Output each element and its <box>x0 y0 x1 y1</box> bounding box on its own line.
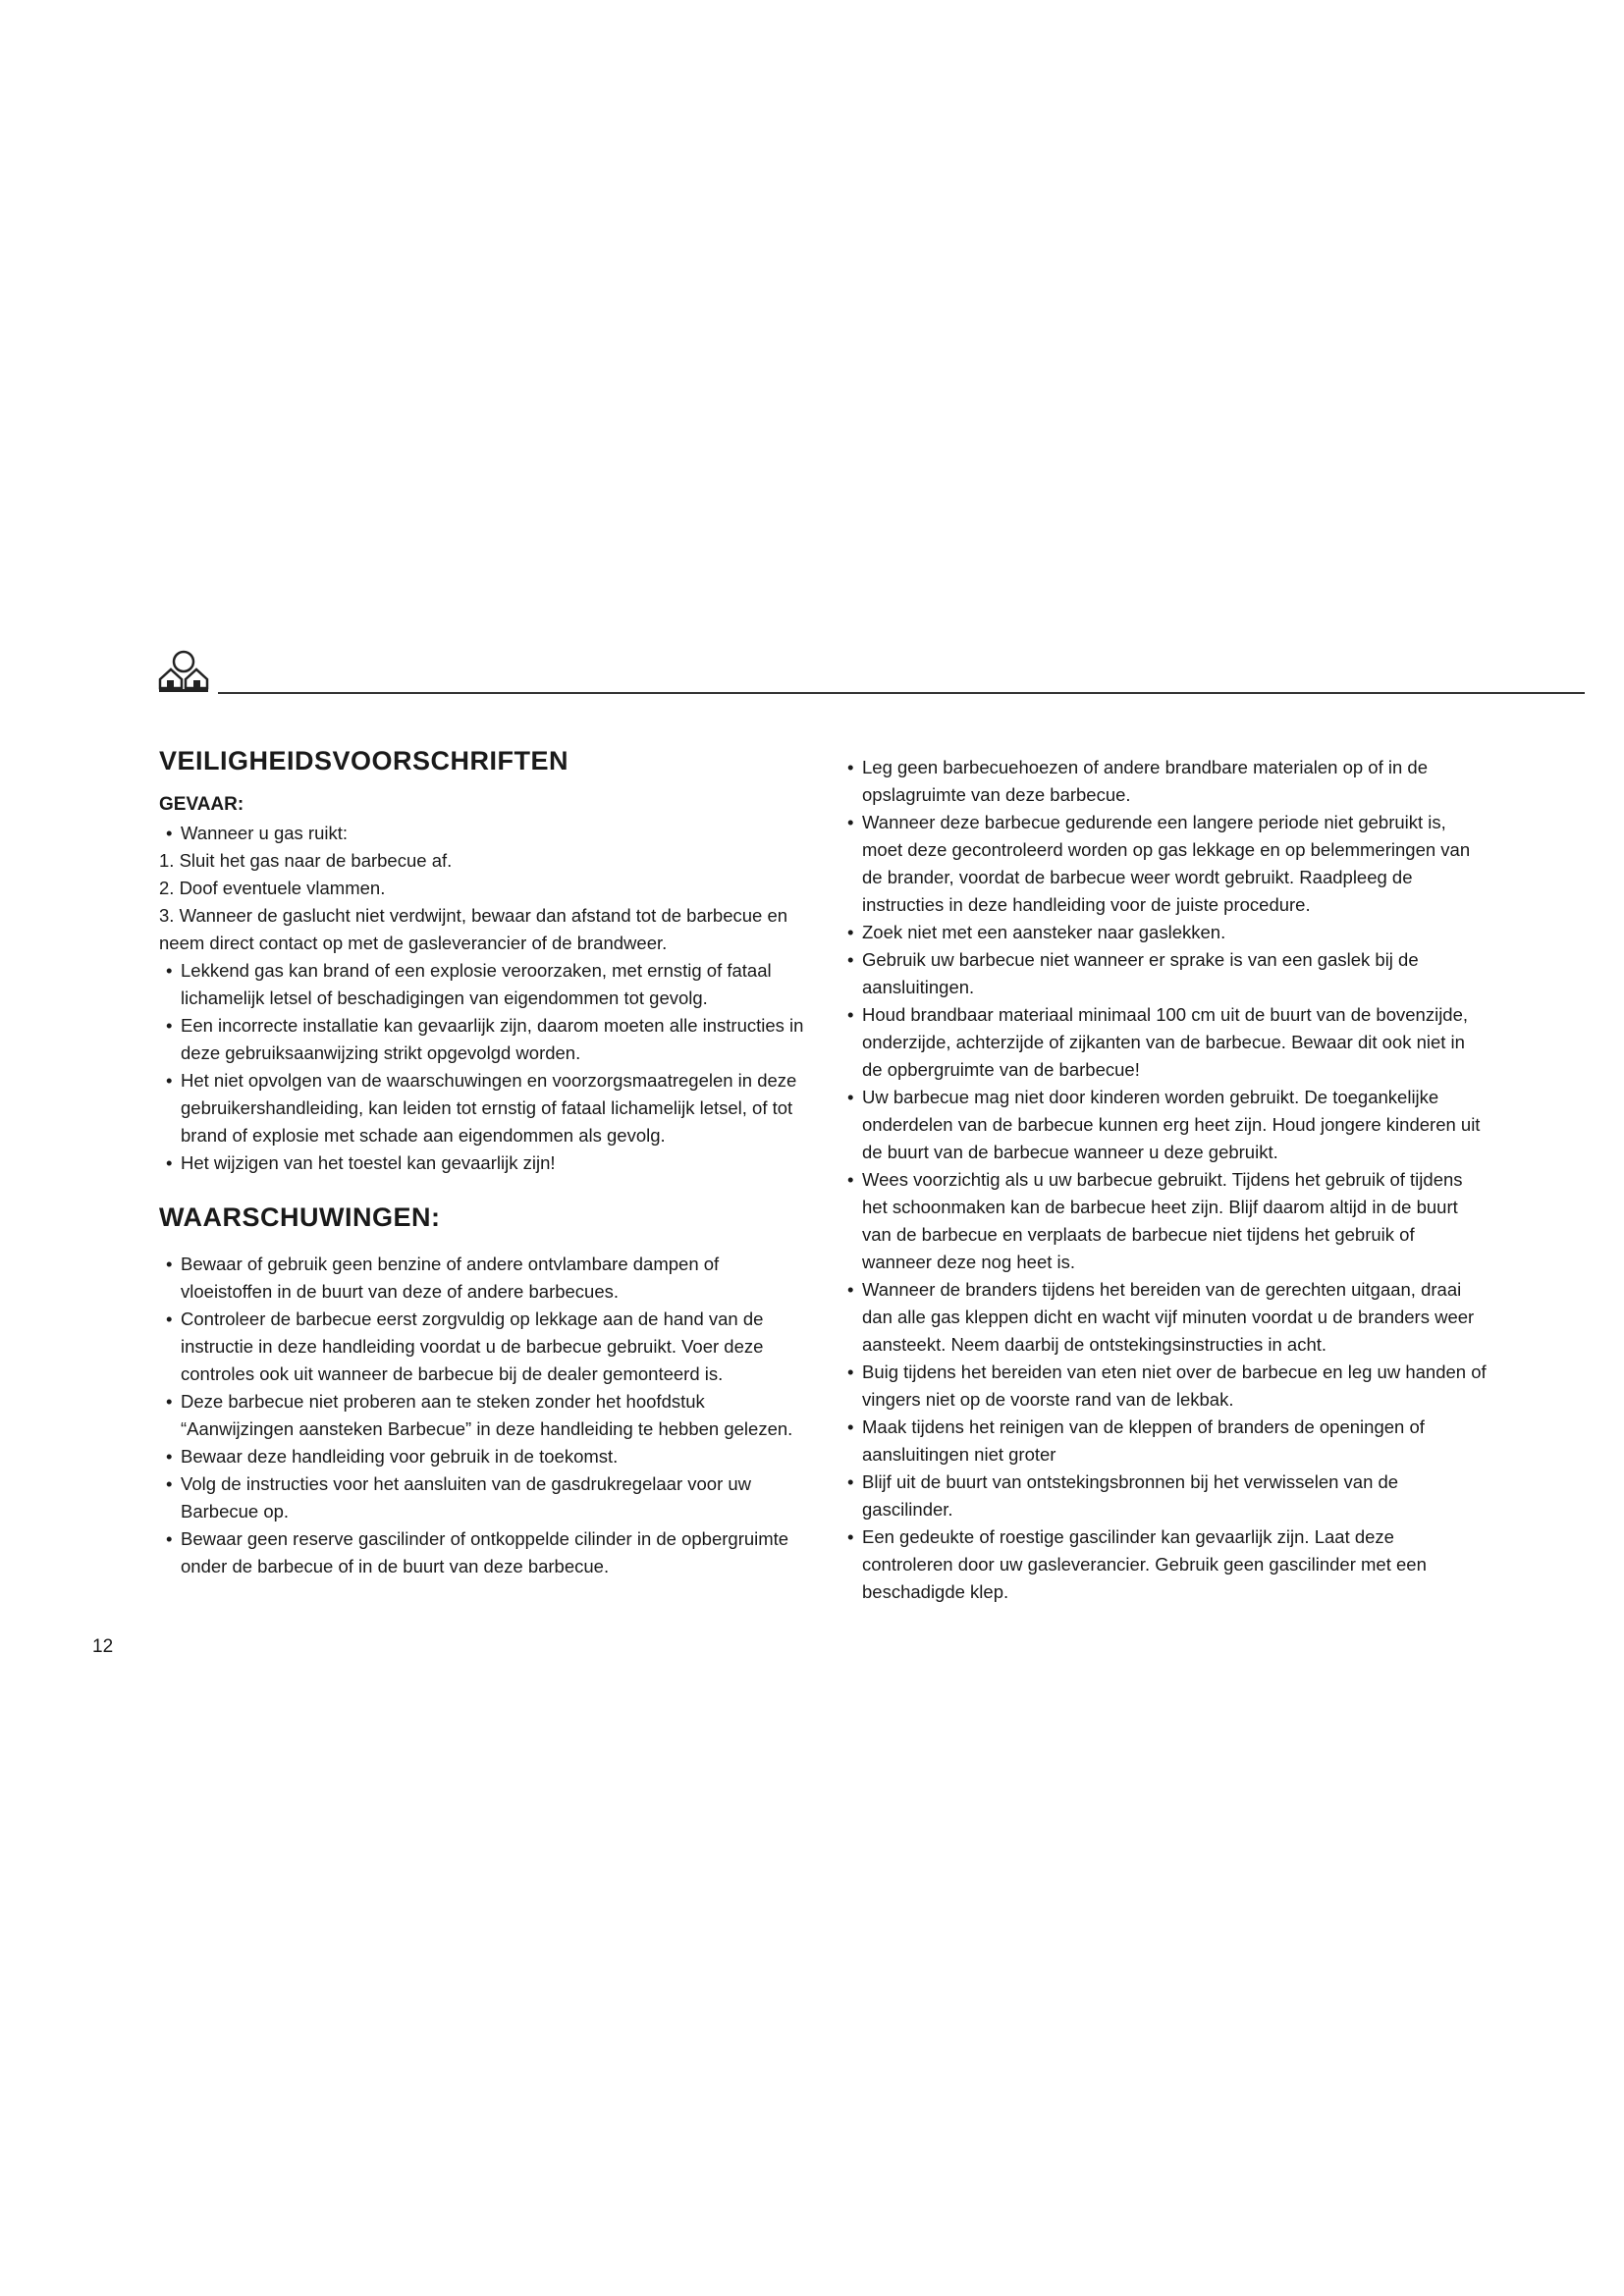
right-warning-item: • Wanneer de branders tijdens het bereiden van de gerechten uitgaan, draai dan alle gas kleppen dicht en wacht vijf minuten voordat u de branders weer aansteekt. Neem daarbij de ontstekingsinstructies in acht. <box>840 1276 1489 1359</box>
safety-list <box>159 820 807 1177</box>
left-column <box>159 746 807 1580</box>
safety-item: • Wanneer u gas ruikt: <box>159 820 807 847</box>
right-warning-item: • Een gedeukte of roestige gascilinder kan gevaarlijk zijn. Laat deze controleren door uw gasleverancier. Gebruik geen gascilinder met een beschadigde klep. <box>840 1523 1489 1606</box>
safety-item: 1. Sluit het gas naar de barbecue af. <box>159 850 453 871</box>
safety-item: 2. Doof eventuele vlammen. <box>159 878 386 898</box>
page-number: 12 <box>92 1636 114 1657</box>
warning-item: • Bewaar of gebruik geen benzine of andere ontvlambare dampen of vloeistoffen in de buurt van deze of andere barbecues. <box>159 1251 807 1306</box>
right-warnings-list <box>840 754 1489 1606</box>
header-rule <box>218 692 1585 694</box>
safety-item: • Het wijzigen van het toestel kan gevaarlijk zijn! <box>159 1149 807 1177</box>
warning-item: • Controleer de barbecue eerst zorgvuldig op lekkage aan de hand van de instructie in deze handleiding voordat u de barbecue gebruikt. Voer deze controles ook uit wanneer de barbecue bij de dealer gemonteerd is. <box>159 1306 807 1388</box>
right-warning-item: • Buig tijdens het bereiden van eten niet over de barbecue en leg uw handen of vingers niet op de voorste rand van de lekbak. <box>840 1359 1489 1414</box>
right-warning-item: • Uw barbecue mag niet door kinderen worden gebruikt. De toegankelijke onderdelen van de barbecue kunnen erg heet zijn. Houd jongere kinderen uit de buurt van de barbecue wanneer u deze gebruikt. <box>840 1084 1489 1166</box>
warning-item: • Bewaar deze handleiding voor gebruik in de toekomst. <box>159 1443 807 1470</box>
safety-item: 3. Wanneer de gaslucht niet verdwijnt, bewaar dan afstand tot de barbecue en neem direct contact op met de gasleverancier of de brandweer. <box>159 905 788 953</box>
warning-item: • Volg de instructies voor het aansluiten van de gasdrukregelaar voor uw Barbecue op. <box>159 1470 807 1525</box>
right-warning-item: • Zoek niet met een aansteker naar gaslekken. <box>840 919 1489 946</box>
warning-item: • Deze barbecue niet proberen aan te steken zonder het hoofdstuk “Aanwijzingen aansteken Barbecue” in deze handleiding te hebben gelezen. <box>159 1388 807 1443</box>
right-column <box>840 754 1489 1606</box>
safety-item: • Een incorrecte installatie kan gevaarlijk zijn, daarom moeten alle instructies in deze gebruiksaanwijzing strikt opgevolgd worden. <box>159 1012 807 1067</box>
safety-item: • Lekkend gas kan brand of een explosie veroorzaken, met ernstig of fataal lichamelijk letsel of beschadigingen van eigendommen tot gevolg. <box>159 957 807 1012</box>
warning-item: • Bewaar geen reserve gascilinder of ontkoppelde cilinder in de opbergruimte onder de barbecue of in de buurt van deze barbecue. <box>159 1525 807 1580</box>
brand-logo <box>157 648 210 693</box>
right-warning-item: • Maak tijdens het reinigen van de kleppen of branders de openingen of aansluitingen niet groter <box>840 1414 1489 1468</box>
right-warning-item: • Houd brandbaar materiaal minimaal 100 cm uit de buurt van de bovenzijde, onderzijde, achterzijde of zijkanten van de barbecue. Bewaar dit ook niet in de opbergruimte van de barbecue! <box>840 1001 1489 1084</box>
right-warning-item: • Leg geen barbecuehoezen of andere brandbare materialen op of in de opslagruimte van deze barbecue. <box>840 754 1489 809</box>
danger-heading: GEVAAR: <box>159 794 244 815</box>
right-warning-item: • Wanneer deze barbecue gedurende een langere periode niet gebruikt is, moet deze gecontroleerd worden op gas lekkage en op belemmeringen van de brander, voordat de barbecue weer wordt gebruikt. Raadpleeg de instructies in deze handleiding voor de juiste procedure. <box>840 809 1489 919</box>
warnings-title: WAARSCHUWINGEN: <box>159 1202 441 1232</box>
safety-item: • Het niet opvolgen van de waarschuwingen en voorzorgsmaatregelen in deze gebruikershandleiding, kan leiden tot ernstig of fataal lichamelijk letsel, of tot brand of explosie met schade aan eigendommen als gevolg. <box>159 1067 807 1149</box>
right-warning-item: • Gebruik uw barbecue niet wanneer er sprake is van een gaslek bij de aansluitingen. <box>840 946 1489 1001</box>
warnings-list <box>159 1251 807 1580</box>
right-warning-item: • Wees voorzichtig als u uw barbecue gebruikt. Tijdens het gebruik of tijdens het schoonmaken kan de barbecue heet zijn. Blijf daarom altijd in de buurt van de barbecue en verplaats de barbecue niet tijdens het gebruik of wanneer deze nog heet is. <box>840 1166 1489 1276</box>
right-warning-item: • Blijf uit de buurt van ontstekingsbronnen bij het verwisselen van de gascilinder. <box>840 1468 1489 1523</box>
safety-title: VEILIGHEIDSVOORSCHRIFTEN <box>159 746 569 775</box>
